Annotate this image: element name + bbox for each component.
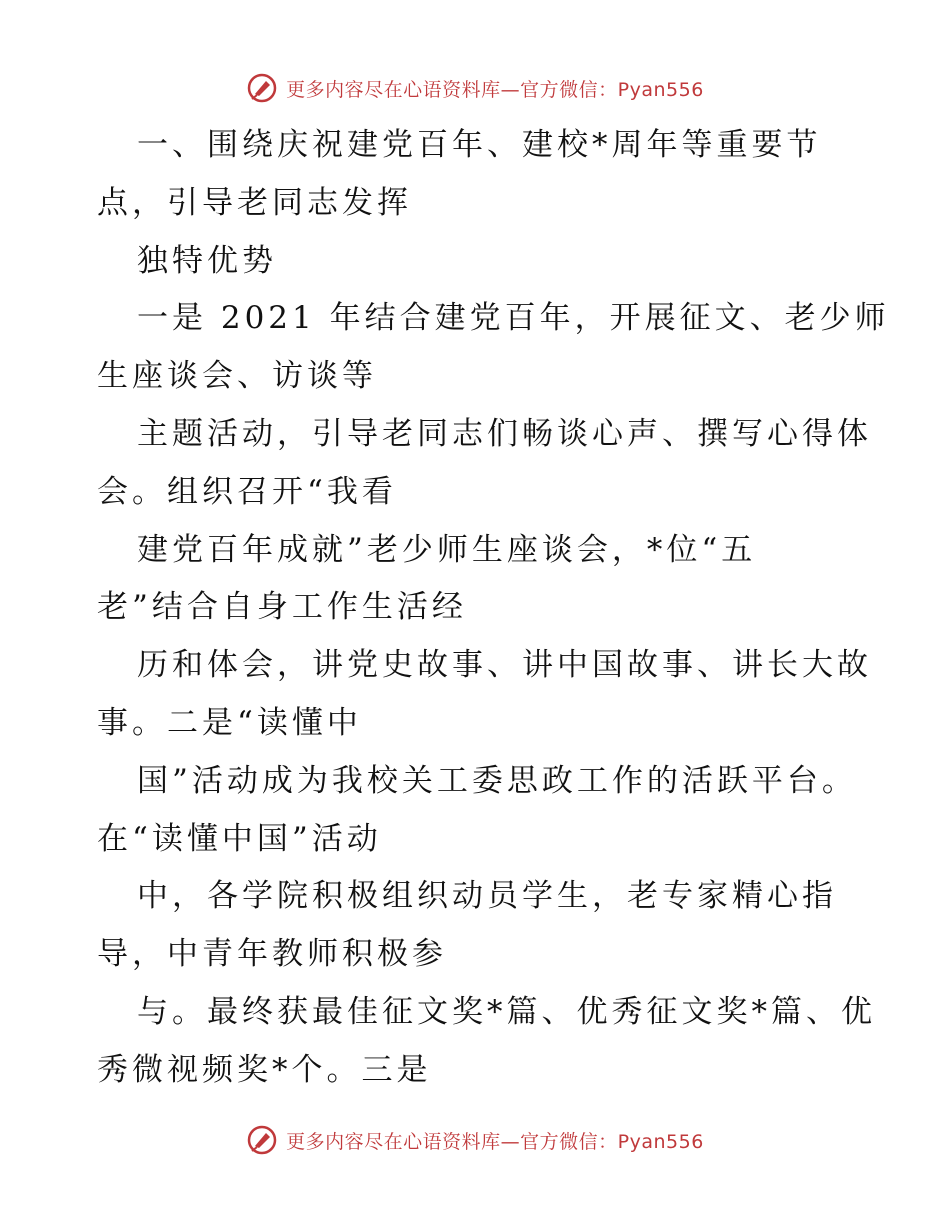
body-line: 与。最终获最佳征文奖*篇、优秀征文奖*篇、优 [137, 993, 876, 1030]
body-line: 一是 2021 年结合建党百年，开展征文、老少师 [137, 300, 890, 337]
body-line: 会。组织召开“我看 [97, 473, 397, 510]
body-line: 独特优势 [137, 242, 277, 279]
body-line: 在“读懂中国”活动 [97, 820, 382, 857]
body-line: 点，引导老同志发挥 [97, 184, 412, 221]
footer-banner [0, 1124, 950, 1156]
pen-logo-icon [246, 72, 278, 104]
body-line: 秀微视频奖*个。三是 [97, 1051, 432, 1088]
body-line: 建党百年成就”老少师生座谈会，*位“五 [137, 531, 757, 568]
document-body [97, 117, 890, 1100]
body-line: 事。二是“读懂中 [97, 704, 362, 741]
body-line: 历和体会，讲党史故事、讲中国故事、讲长大故 [137, 647, 872, 684]
pen-logo-icon [246, 1124, 278, 1156]
header-banner-text: 更多内容尽在心语资料库—官方微信：Pyan556 [286, 78, 704, 101]
body-line: 国”活动成为我校关工委思政工作的活跃平台。 [137, 762, 857, 799]
body-line: 一、围绕庆祝建党百年、建校*周年等重要节 [137, 127, 822, 163]
body-line: 老”结合自身工作生活经 [97, 589, 467, 626]
body-line: 导，中青年教师积极参 [97, 936, 447, 973]
body-line: 中，各学院积极组织动员学生，老专家精心指 [137, 878, 837, 915]
footer-banner-text: 更多内容尽在心语资料库—官方微信：Pyan556 [286, 1130, 704, 1153]
body-line: 生座谈会、访谈等 [97, 358, 377, 395]
header-banner [0, 72, 950, 104]
body-line: 主题活动，引导老同志们畅谈心声、撰写心得体 [137, 415, 872, 452]
